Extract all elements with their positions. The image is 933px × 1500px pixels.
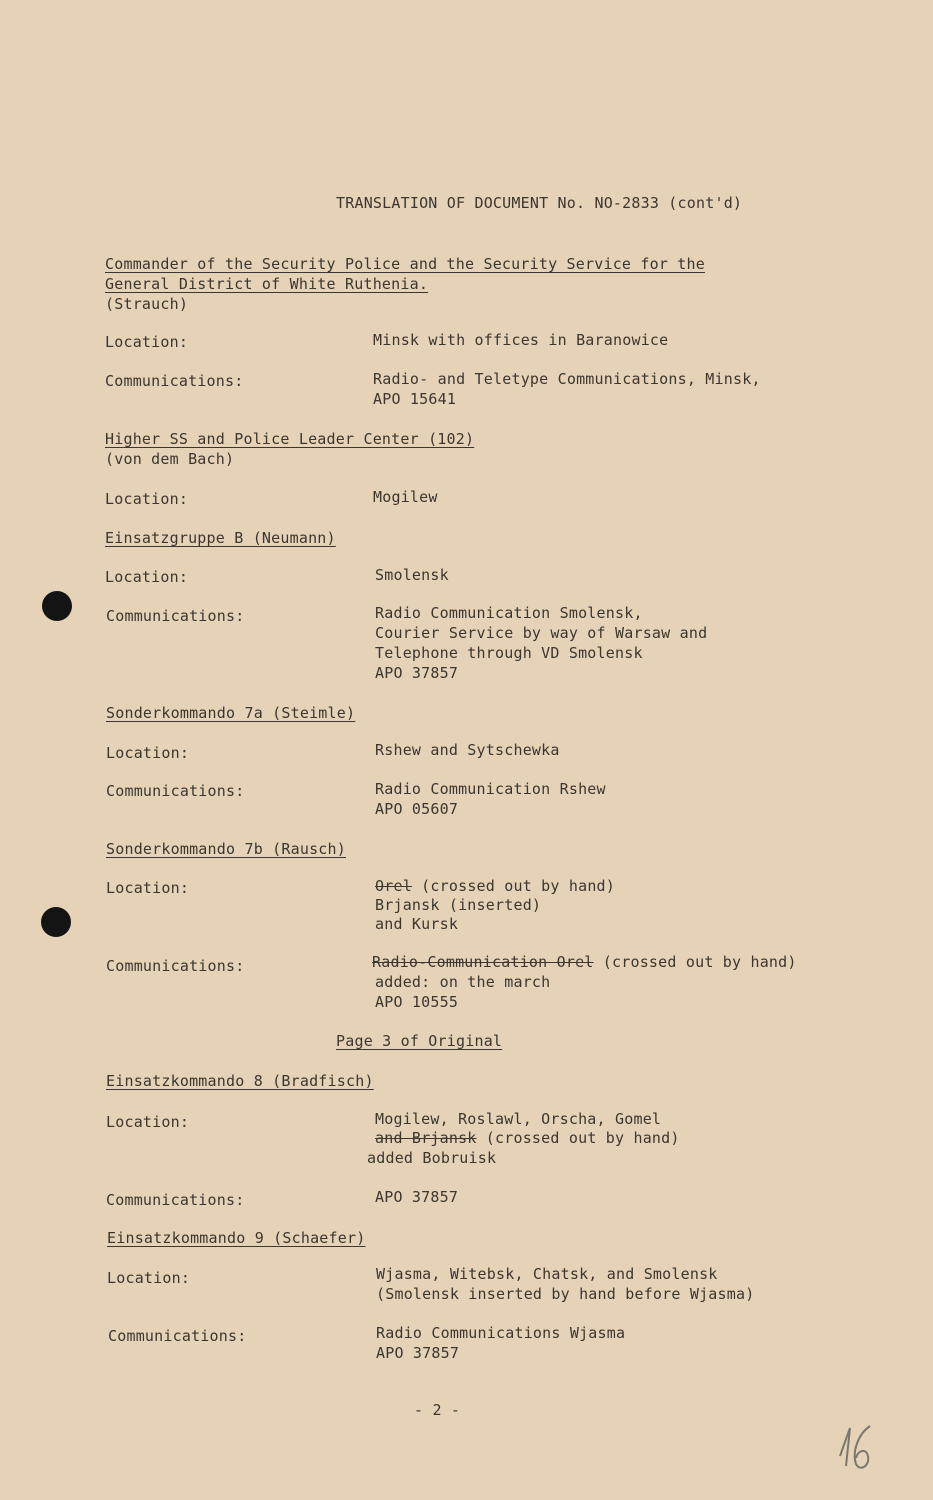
section-7-communications-line-1: Radio Communications Wjasma [376,1324,626,1342]
section-4-communications-line-1: Radio Communication Rshew [375,780,606,798]
section-4-heading: Sonderkommando 7a (Steimle) [106,704,356,722]
section-4-communications-line-2: APO 05607 [375,800,459,818]
section-5-communications-line-3: APO 10555 [375,993,459,1011]
section-6-location-label: Location: [106,1113,190,1131]
section-1-subheading: (Strauch) [105,295,189,313]
section-5-communications-crossed-text: Radio-Communication Orel [372,953,594,971]
section-4-communications-label: Communications: [106,782,245,800]
section-6-location-line-1: Mogilew, Roslawl, Orscha, Gomel [375,1110,662,1128]
section-7-heading: Einsatzkommando 9 (Schaefer) [107,1229,366,1247]
section-5-communications-note: (crossed out by hand) [593,953,797,971]
section-1-location-value: Minsk with offices in Baranowice [373,331,669,349]
section-1-location-label: Location: [105,333,189,351]
section-5-location-line-2: Brjansk (inserted) [375,896,542,914]
section-4-location-label: Location: [106,744,190,762]
section-4-location-value: Rshew and Sytschewka [375,741,560,759]
section-6-location-crossed-text: and Brjansk [375,1129,477,1147]
section-6-location-line-3: added Bobruisk [367,1149,497,1167]
section-3-location-label: Location: [105,568,189,586]
section-5-communications-label: Communications: [106,957,245,975]
section-3-location-value: Smolensk [375,566,449,584]
page-number: - 2 - [414,1401,461,1419]
section-7-communications-label: Communications: [108,1327,247,1345]
section-5-location-note: (crossed out by hand) [411,877,616,895]
section-1-communications-label: Communications: [105,372,244,390]
document-title: TRANSLATION OF DOCUMENT No. NO-2833 (cont'd) [336,194,743,212]
section-2-location-value: Mogilew [373,488,438,506]
section-3-communications-line-1: Radio Communication Smolensk, [375,604,643,622]
section-6-location-line-2 [375,1128,680,1148]
punch-hole-bottom [41,907,71,937]
section-5-communications-line-2: added: on the march [375,973,551,991]
section-2-location-label: Location: [105,490,189,508]
section-2-subheading: (von dem Bach) [105,450,235,468]
section-3-communications-line-2: Courier Service by way of Warsaw and [375,624,708,642]
section-5-heading: Sonderkommando 7b (Rausch) [106,840,346,858]
section-5-location-label: Location: [106,879,190,897]
section-5-location-line-3: and Kursk [375,915,459,933]
section-1-heading-line-1: Commander of the Security Police and the Security Service for the [105,255,705,273]
section-7-location-line-2: (Smolensk inserted by hand before Wjasma) [376,1285,755,1303]
section-6-location-note: (crossed out by hand) [476,1129,680,1147]
section-3-heading: Einsatzgruppe B (Neumann) [105,529,336,547]
section-3-communications-label: Communications: [106,607,245,625]
punch-hole-top [42,591,72,621]
section-6-communications-line-1: APO 37857 [375,1188,459,1206]
section-3-communications-line-4: APO 37857 [375,664,459,682]
page-of-original-note: Page 3 of Original [336,1032,503,1050]
section-7-location-line-1: Wjasma, Witebsk, Chatsk, and Smolensk [376,1265,718,1283]
section-7-communications-line-2: APO 37857 [376,1344,460,1362]
section-1-communications-line-2: APO 15641 [373,390,457,408]
section-5-location-line-1 [375,876,615,896]
section-1-heading-line-2: General District of White Ruthenia. [105,275,429,293]
section-1-communications-line-1: Radio- and Teletype Communications, Minsk, [373,370,761,388]
handwritten-page-number [836,1422,876,1472]
section-5-communications-line-1 [372,952,797,972]
section-6-heading: Einsatzkommando 8 (Bradfisch) [106,1072,374,1090]
section-2-heading: Higher SS and Police Leader Center (102) [105,430,475,448]
section-5-location-crossed-text: Orel [375,877,412,895]
section-3-communications-line-3: Telephone through VD Smolensk [375,644,643,662]
section-7-location-label: Location: [107,1269,191,1287]
section-6-communications-label: Communications: [106,1191,245,1209]
